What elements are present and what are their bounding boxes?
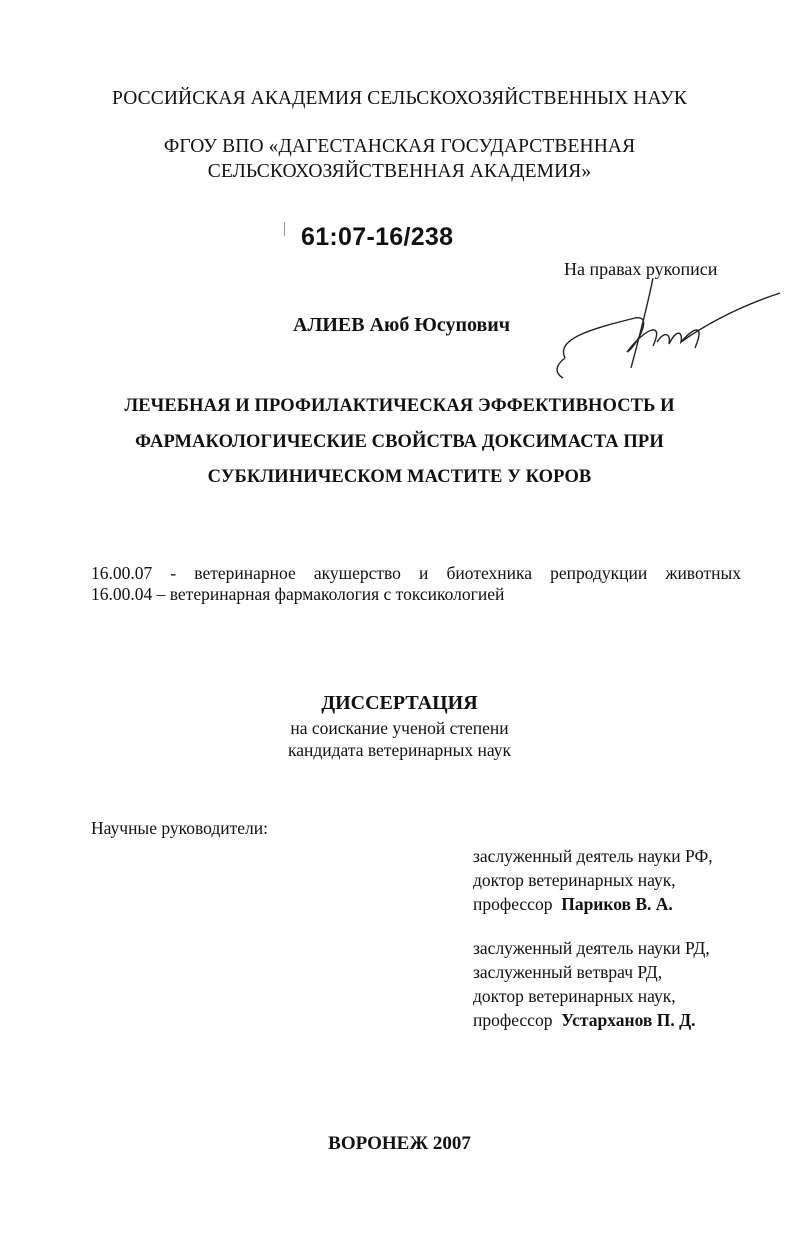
supervisor-1-role: профессор — [473, 894, 553, 914]
signature-image — [535, 268, 785, 388]
supervisor-2 — [473, 936, 710, 1032]
author-surname: АЛИЕВ — [293, 314, 365, 336]
title-line-2: ФАРМАКОЛОГИЧЕСКИЕ СВОЙСТВА ДОКСИМАСТА ПРИ — [135, 432, 664, 452]
title-line-1: ЛЕЧЕБНАЯ И ПРОФИЛАКТИЧЕСКАЯ ЭФФЕКТИВНОСТЬ И — [124, 396, 675, 416]
supervisor-1 — [473, 844, 713, 916]
manuscript-note: На правах рукописи — [564, 259, 718, 279]
supervisor-2-degree: доктор ветеринарных наук, — [473, 986, 676, 1006]
dissertation-heading: ДИССЕРТАЦИЯ — [321, 692, 478, 714]
academy-name: РОССИЙСКАЯ АКАДЕМИЯ СЕЛЬСКОХОЗЯЙСТВЕННЫХ НАУК — [112, 88, 687, 109]
specialty-1: 16.00.07 - ветеринарное акушерство и биотехника репродукции животных — [91, 563, 741, 583]
supervisor-1-name-line — [473, 892, 713, 916]
dissertation-line-1: на соискание ученой степени — [290, 718, 509, 738]
catalog-code: 61:07-16/238 — [301, 223, 454, 251]
institution-line-2: СЕЛЬСКОХОЗЯЙСТВЕННАЯ АКАДЕМИЯ» — [207, 161, 592, 182]
supervisor-2-title: заслуженный деятель науки РД, — [473, 938, 710, 958]
supervisor-1-name: Париков В. А. — [561, 894, 673, 914]
supervisors-label: Научные руководители: — [91, 818, 268, 838]
supervisor-1-title: заслуженный деятель науки РФ, — [473, 846, 713, 866]
footer-city-year: ВОРОНЕЖ 2007 — [328, 1133, 471, 1154]
supervisor-2-role: профессор — [473, 1010, 553, 1030]
author-given-names: Аюб Юсупович — [369, 314, 511, 336]
specialty-2: 16.00.04 – ветеринарная фармакология с токсикологией — [91, 584, 505, 604]
margin-mark — [284, 222, 285, 236]
supervisor-2-name-line — [473, 1008, 710, 1032]
dissertation-line-2: кандидата ветеринарных наук — [288, 740, 511, 760]
title-line-3: СУБКЛИНИЧЕСКОМ МАСТИТЕ У КОРОВ — [207, 467, 592, 487]
supervisor-1-degree: доктор ветеринарных наук, — [473, 870, 676, 890]
supervisor-2-honor: заслуженный ветврач РД, — [473, 962, 663, 982]
institution-line-1: ФГОУ ВПО «ДАГЕСТАНСКАЯ ГОСУДАРСТВЕННАЯ — [163, 136, 636, 157]
supervisor-2-name: Устарханов П. Д. — [561, 1010, 696, 1030]
author-name — [293, 314, 510, 337]
